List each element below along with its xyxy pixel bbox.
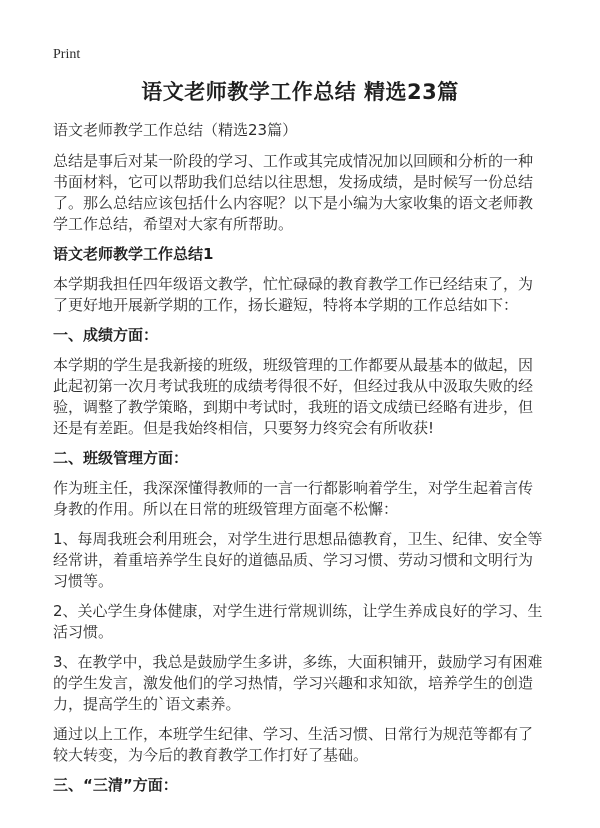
- document-body: [53, 151, 547, 796]
- document-subtitle: 语文老师教学工作总结（精选23篇）: [53, 121, 298, 139]
- paragraph: 总结是事后对某一阶段的学习、工作或其完成情况加以回顾和分析的一种书面材料，它可以帮助我们总结以往思想，发扬成绩，是时候写一份总结了。那么总结应该包括什么内容呢？以下是小编为大家收集的语文老师教学工作总结，希望对大家有所帮助。: [53, 152, 534, 233]
- section-heading: 二、班级管理方面：: [53, 449, 189, 467]
- section-heading: 三、“三清”方面：: [53, 776, 178, 794]
- paragraph: 本学期我担任四年级语文教学，忙忙碌碌的教育教学工作已经结束了，为了更好地开展新学期的工作，扬长避短，特将本学期的工作总结如下：: [53, 275, 534, 314]
- print-button[interactable]: Print: [53, 47, 81, 62]
- document-title: 语文老师教学工作总结 精选23篇: [141, 80, 459, 104]
- paragraph: 3、在教学中，我总是鼓励学生多讲，多练，大面积铺开，鼓励学习有困难的学生发言，激发他们的学习热情，学习兴趣和求知欲，培养学生的创造力，提高学生的`语文素养。: [53, 653, 543, 713]
- paragraph: 2、关心学生身体健康，对学生进行常规训练，让学生养成良好的学习、生活习惯。: [53, 602, 543, 641]
- paragraph: 作为班主任，我深深懂得教师的一言一行都影响着学生，对学生起着言传身教的作用。所以在日常的班级管理方面毫不松懈：: [53, 479, 534, 518]
- paragraph: 通过以上工作，本班学生纪律、学习、生活习惯、日常行为规范等都有了较大转变，为今后的教育教学工作打好了基础。: [53, 725, 534, 764]
- section-heading: 一、成绩方面：: [53, 326, 159, 344]
- paragraph: 1、每周我班会利用班会，对学生进行思想品德教育，卫生、纪律、安全等经常讲，着重培养学生良好的道德品质、学习习惯、劳动习惯和文明行为习惯等。: [53, 530, 543, 590]
- paragraph: 本学期的学生是我新接的班级，班级管理的工作都要从最基本的做起，因此起初第一次月考试我班的成绩考得很不好，但经过我从中汲取失败的经验，调整了教学策略，到期中考试时，我班的语文成绩已经略有进步，但还是有差距。但是我始终相信，只要努力终究会有所收获!: [53, 356, 534, 437]
- section-heading: 语文老师教学工作总结1: [53, 245, 214, 263]
